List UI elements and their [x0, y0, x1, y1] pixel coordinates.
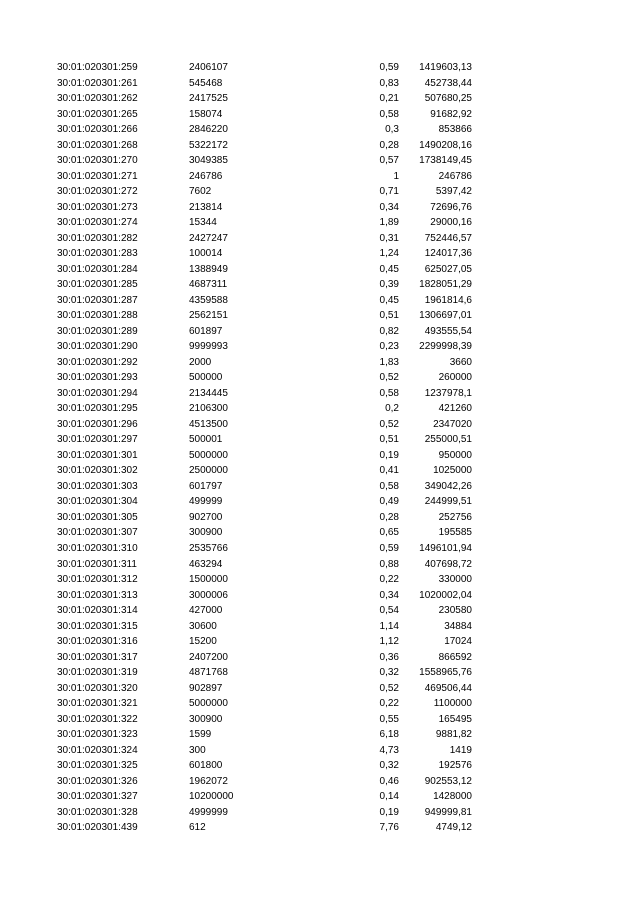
value-cell: 1419603,13 [419, 62, 472, 73]
rate-cell: 0,88 [379, 558, 399, 570]
rate-cell: 0,39 [379, 279, 399, 291]
cadastral-number-cell: 30:01:020301:319 [57, 667, 138, 679]
area-cell: 902897 [189, 682, 223, 694]
area-cell: 545468 [189, 77, 223, 89]
rate-cell: 1 [393, 170, 399, 182]
rate-cell: 1,83 [379, 356, 399, 368]
data-table [0, 60, 640, 836]
value-cell: 1237978,1 [424, 387, 472, 399]
area-cell: 2535766 [189, 542, 228, 554]
value-cell: 1490208,16 [419, 139, 472, 151]
value-cell: 124017,36 [424, 248, 472, 260]
table-row [0, 215, 640, 231]
area-cell: 300900 [189, 527, 223, 539]
table-row [0, 339, 640, 355]
rate-cell: 0,49 [379, 496, 399, 508]
cadastral-number-cell: 30:01:020301:283 [57, 248, 138, 260]
rate-cell: 0,2 [385, 403, 399, 415]
cadastral-number-cell: 30:01:020301:293 [57, 372, 138, 384]
value-cell: 1961814,6 [424, 294, 472, 306]
rate-cell: 0,22 [379, 574, 399, 586]
rate-cell: 0,31 [379, 232, 399, 244]
table-row [0, 665, 640, 681]
cadastral-number-cell: 30:01:020301:301 [57, 449, 138, 461]
area-cell: 500001 [189, 434, 223, 446]
rate-cell: 0,32 [379, 667, 399, 679]
cadastral-number-cell: 30:01:020301:439 [57, 822, 138, 834]
value-cell: 1306697,01 [419, 310, 472, 322]
area-cell: 5000000 [189, 698, 228, 710]
cadastral-number-cell: 30:01:020301:290 [57, 341, 138, 353]
value-cell: 5397,42 [435, 186, 472, 198]
value-cell: 1020002,04 [419, 589, 472, 601]
rate-cell: 0,45 [379, 263, 399, 275]
area-cell: 427000 [189, 605, 223, 617]
rate-cell: 0,28 [379, 511, 399, 523]
table-row [0, 727, 640, 743]
value-cell: 9881,82 [435, 729, 472, 741]
value-cell: 452738,44 [424, 77, 472, 89]
table-row [0, 246, 640, 262]
table-row [0, 588, 640, 604]
area-cell: 4359588 [189, 294, 228, 306]
area-cell: 499999 [189, 496, 223, 508]
rate-cell: 0,59 [379, 542, 399, 554]
cadastral-number-cell: 30:01:020301:322 [57, 713, 138, 725]
rate-cell: 0,52 [379, 372, 399, 384]
area-cell: 4871768 [189, 667, 228, 679]
area-cell: 601797 [189, 480, 223, 492]
cadastral-number-cell: 30:01:020301:288 [57, 310, 138, 322]
rate-cell: 0,45 [379, 294, 399, 306]
cadastral-number-cell: 30:01:020301:274 [57, 217, 138, 229]
cadastral-number-cell: 30:01:020301:295 [57, 403, 138, 415]
value-cell: 4749,12 [435, 822, 472, 834]
area-cell: 15344 [189, 217, 217, 229]
table-row [0, 619, 640, 635]
cadastral-number-cell: 30:01:020301:259 [57, 62, 138, 73]
rate-cell: 1,89 [379, 217, 399, 229]
value-cell: 1419 [449, 744, 472, 756]
table-row [0, 494, 640, 510]
table-row [0, 355, 640, 371]
rate-cell: 0,52 [379, 682, 399, 694]
rate-cell: 7,76 [379, 822, 399, 834]
table-row [0, 401, 640, 417]
table-row [0, 169, 640, 185]
area-cell: 2000 [189, 356, 212, 368]
cadastral-number-cell: 30:01:020301:303 [57, 480, 138, 492]
table-row [0, 820, 640, 836]
rate-cell: 0,28 [379, 139, 399, 151]
value-cell: 246786 [438, 170, 472, 182]
cadastral-number-cell: 30:01:020301:271 [57, 170, 138, 182]
table-row [0, 758, 640, 774]
cadastral-number-cell: 30:01:020301:304 [57, 496, 138, 508]
value-cell: 1738149,45 [419, 155, 472, 167]
cadastral-number-cell: 30:01:020301:270 [57, 155, 138, 167]
rate-cell: 6,18 [379, 729, 399, 741]
area-cell: 601897 [189, 325, 223, 337]
rate-cell: 0,23 [379, 341, 399, 353]
value-cell: 866592 [438, 651, 472, 663]
table-row [0, 417, 640, 433]
rate-cell: 0,51 [379, 310, 399, 322]
cadastral-number-cell: 30:01:020301:314 [57, 605, 138, 617]
value-cell: 260000 [438, 372, 472, 384]
value-cell: 2347020 [433, 418, 472, 430]
cadastral-number-cell: 30:01:020301:294 [57, 387, 138, 399]
cadastral-number-cell: 30:01:020301:326 [57, 775, 138, 787]
table-row [0, 277, 640, 293]
value-cell: 91682,92 [430, 108, 472, 120]
area-cell: 4513500 [189, 418, 228, 430]
rate-cell: 0,58 [379, 480, 399, 492]
area-cell: 500000 [189, 372, 223, 384]
rate-cell: 0,51 [379, 434, 399, 446]
table-row [0, 324, 640, 340]
cadastral-number-cell: 30:01:020301:307 [57, 527, 138, 539]
area-cell: 1962072 [189, 775, 228, 787]
cadastral-number-cell: 30:01:020301:312 [57, 574, 138, 586]
value-cell: 1558965,76 [419, 667, 472, 679]
value-cell: 507680,25 [424, 93, 472, 105]
value-cell: 34884 [444, 620, 472, 632]
cadastral-number-cell: 30:01:020301:327 [57, 791, 138, 803]
area-cell: 5322172 [189, 139, 228, 151]
cadastral-number-cell: 30:01:020301:302 [57, 465, 138, 477]
area-cell: 612 [189, 822, 206, 834]
area-cell: 3000006 [189, 589, 228, 601]
area-cell: 2106300 [189, 403, 228, 415]
value-cell: 244999,51 [424, 496, 472, 508]
table-row [0, 91, 640, 107]
table-row [0, 184, 640, 200]
table-row [0, 76, 640, 92]
rate-cell: 0,55 [379, 713, 399, 725]
rate-cell: 0,52 [379, 418, 399, 430]
value-cell: 230580 [438, 605, 472, 617]
rate-cell: 0,34 [379, 201, 399, 213]
value-cell: 950000 [438, 449, 472, 461]
area-cell: 30600 [189, 620, 217, 632]
rate-cell: 1,14 [379, 620, 399, 632]
rate-cell: 0,36 [379, 651, 399, 663]
table-row [0, 696, 640, 712]
table-row [0, 200, 640, 216]
table-row [0, 138, 640, 154]
cadastral-number-cell: 30:01:020301:313 [57, 589, 138, 601]
value-cell: 407698,72 [424, 558, 472, 570]
area-cell: 902700 [189, 511, 223, 523]
table-row [0, 107, 640, 123]
value-cell: 949999,81 [424, 806, 472, 818]
area-cell: 2407200 [189, 651, 228, 663]
value-cell: 17024 [444, 636, 472, 648]
table-row [0, 479, 640, 495]
rate-cell: 4,73 [379, 744, 399, 756]
table-row [0, 432, 640, 448]
cadastral-number-cell: 30:01:020301:315 [57, 620, 138, 632]
value-cell: 853866 [438, 124, 472, 136]
cadastral-number-cell: 30:01:020301:320 [57, 682, 138, 694]
area-cell: 10200000 [189, 791, 234, 803]
cadastral-number-cell: 30:01:020301:296 [57, 418, 138, 430]
cadastral-number-cell: 30:01:020301:265 [57, 108, 138, 120]
rate-cell: 0,46 [379, 775, 399, 787]
value-cell: 625027,05 [424, 263, 472, 275]
cadastral-number-cell: 30:01:020301:261 [57, 77, 138, 89]
value-cell: 165495 [438, 713, 472, 725]
area-cell: 2406107 [189, 62, 228, 73]
cadastral-number-cell: 30:01:020301:289 [57, 325, 138, 337]
rate-cell: 0,19 [379, 806, 399, 818]
value-cell: 195585 [438, 527, 472, 539]
area-cell: 2500000 [189, 465, 228, 477]
table-row [0, 510, 640, 526]
table-row [0, 386, 640, 402]
table-row [0, 122, 640, 138]
table-row [0, 262, 640, 278]
table-row [0, 231, 640, 247]
rate-cell: 0,21 [379, 93, 399, 105]
table-row [0, 789, 640, 805]
table-row [0, 743, 640, 759]
table-row [0, 308, 640, 324]
area-cell: 246786 [189, 170, 223, 182]
cadastral-number-cell: 30:01:020301:316 [57, 636, 138, 648]
area-cell: 1388949 [189, 263, 228, 275]
rate-cell: 0,71 [379, 186, 399, 198]
cadastral-number-cell: 30:01:020301:273 [57, 201, 138, 213]
table-row [0, 681, 640, 697]
value-cell: 3660 [449, 356, 472, 368]
cadastral-number-cell: 30:01:020301:324 [57, 744, 138, 756]
cadastral-number-cell: 30:01:020301:282 [57, 232, 138, 244]
cadastral-number-cell: 30:01:020301:328 [57, 806, 138, 818]
value-cell: 902553,12 [424, 775, 472, 787]
rate-cell: 0,58 [379, 108, 399, 120]
rate-cell: 1,24 [379, 248, 399, 260]
area-cell: 2134445 [189, 387, 228, 399]
cadastral-number-cell: 30:01:020301:321 [57, 698, 138, 710]
area-cell: 3049385 [189, 155, 228, 167]
cadastral-number-cell: 30:01:020301:317 [57, 651, 138, 663]
rate-cell: 0,14 [379, 791, 399, 803]
area-cell: 15200 [189, 636, 217, 648]
value-cell: 1428000 [433, 791, 472, 803]
value-cell: 493555,54 [424, 325, 472, 337]
area-cell: 100014 [189, 248, 223, 260]
table-row [0, 572, 640, 588]
value-cell: 349042,26 [424, 480, 472, 492]
area-cell: 1599 [189, 729, 212, 741]
area-cell: 2846220 [189, 124, 228, 136]
cadastral-number-cell: 30:01:020301:272 [57, 186, 138, 198]
cadastral-number-cell: 30:01:020301:310 [57, 542, 138, 554]
value-cell: 752446,57 [424, 232, 472, 244]
value-cell: 469506,44 [424, 682, 472, 694]
rate-cell: 0,3 [385, 124, 399, 136]
area-cell: 7602 [189, 186, 212, 198]
area-cell: 4687311 [189, 279, 228, 291]
rate-cell: 0,83 [379, 77, 399, 89]
rate-cell: 0,54 [379, 605, 399, 617]
cadastral-number-cell: 30:01:020301:266 [57, 124, 138, 136]
area-cell: 9999993 [189, 341, 228, 353]
rate-cell: 0,57 [379, 155, 399, 167]
area-cell: 463294 [189, 558, 223, 570]
area-cell: 2427247 [189, 232, 228, 244]
value-cell: 252756 [438, 511, 472, 523]
rate-cell: 0,34 [379, 589, 399, 601]
table-row [0, 60, 640, 76]
rate-cell: 1,12 [379, 636, 399, 648]
rate-cell: 0,32 [379, 760, 399, 772]
cadastral-number-cell: 30:01:020301:268 [57, 139, 138, 151]
area-cell: 4999999 [189, 806, 228, 818]
cadastral-number-cell: 30:01:020301:323 [57, 729, 138, 741]
table-row [0, 370, 640, 386]
rate-cell: 0,19 [379, 449, 399, 461]
cadastral-number-cell: 30:01:020301:287 [57, 294, 138, 306]
value-cell: 29000,16 [430, 217, 472, 229]
table-row [0, 153, 640, 169]
rate-cell: 0,41 [379, 465, 399, 477]
rate-cell: 0,22 [379, 698, 399, 710]
table-row [0, 634, 640, 650]
value-cell: 72696,76 [430, 201, 472, 213]
rate-cell: 0,65 [379, 527, 399, 539]
cadastral-number-cell: 30:01:020301:285 [57, 279, 138, 291]
value-cell: 330000 [438, 574, 472, 586]
value-cell: 1100000 [433, 698, 472, 710]
value-cell: 1025000 [433, 465, 472, 477]
table-row [0, 805, 640, 821]
cadastral-number-cell: 30:01:020301:292 [57, 356, 138, 368]
table-row [0, 650, 640, 666]
table-row [0, 603, 640, 619]
value-cell: 421260 [438, 403, 472, 415]
cadastral-number-cell: 30:01:020301:297 [57, 434, 138, 446]
area-cell: 2417525 [189, 93, 228, 105]
value-cell: 192576 [438, 760, 472, 772]
cadastral-number-cell: 30:01:020301:311 [57, 558, 137, 570]
area-cell: 601800 [189, 760, 223, 772]
rate-cell: 0,82 [379, 325, 399, 337]
rate-cell: 0,58 [379, 387, 399, 399]
value-cell: 1496101,94 [419, 542, 472, 554]
table-row [0, 774, 640, 790]
area-cell: 300 [189, 744, 206, 756]
table-row [0, 463, 640, 479]
cadastral-number-cell: 30:01:020301:262 [57, 93, 138, 105]
value-cell: 2299998,39 [419, 341, 472, 353]
table-row [0, 712, 640, 728]
area-cell: 2562151 [189, 310, 228, 322]
value-cell: 255000,51 [424, 434, 472, 446]
rate-cell: 0,59 [379, 62, 399, 73]
value-cell: 1828051,29 [419, 279, 472, 291]
area-cell: 5000000 [189, 449, 228, 461]
area-cell: 213814 [189, 201, 223, 213]
cadastral-number-cell: 30:01:020301:284 [57, 263, 138, 275]
table-row [0, 557, 640, 573]
area-cell: 300900 [189, 713, 223, 725]
table-row [0, 293, 640, 309]
cadastral-number-cell: 30:01:020301:325 [57, 760, 138, 772]
area-cell: 158074 [189, 108, 223, 120]
table-row [0, 541, 640, 557]
cadastral-number-cell: 30:01:020301:305 [57, 511, 138, 523]
table-row [0, 525, 640, 541]
table-row [0, 448, 640, 464]
area-cell: 1500000 [189, 574, 228, 586]
